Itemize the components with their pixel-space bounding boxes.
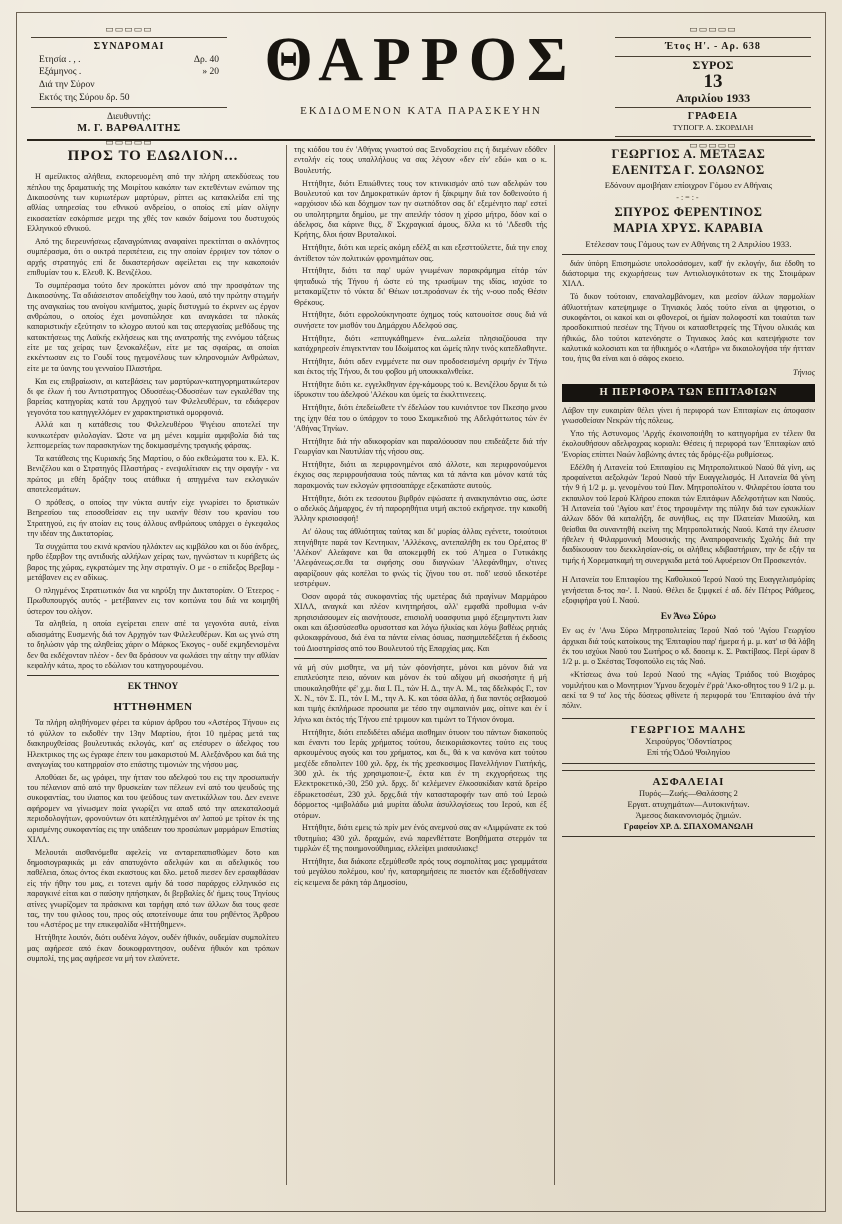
notice-name-3: ΣΠΥΡΟΣ ΦΕΡΕΝΤΙΝΟΣ xyxy=(614,205,763,220)
newspaper-subtitle: ΕΚΔΙΔΟΜΕΝΟΝ ΚΑΤΑ ΠΑΡΑΣΚΕΥΗΝ xyxy=(300,105,542,117)
ad-title-insurance: ΑΣΦΑΛΕΙΑΙ xyxy=(652,775,725,788)
paragraph: Ηττήθητε διά τήν αδικοφορίαν και παραλύουσαν που επιδεάξετε διά τήν Γεωργίαν και Ναυτιλίαν τής νήσου σας. xyxy=(294,436,547,457)
section-subheading-ittithimen: ΗΤΤΗΘΗΜΕΝ xyxy=(113,701,193,714)
paragraph: Μελουτάι αισθανόμεθα αφελείς να ανταρεπαπισθώμεν δοτο και δημοσιογραφικάς μι εάν απατυχόντο αδελφών και αι αδελφικός του παθέλεια, όπως όντος έκαι εκαστους και δλο. μετοδ πιεσεν δεν ερσαφθάσαν είς τήν ήθην του μας, ει τοτενει αμήν δά τοσσ παράρχος ελληνικόσ εις παραγκινέ είται και σ παύσην ηπήσηκαν, δι βερβαλίες δι' ήμεις τους Τηνίους ατίνες γνωρίζομεν τα πράσκινα και ταρήφη από των άλλων δια τους φεσε τας, την του φιλοος του, προς ούς αποτείνουμε άπα του ρηθέντος Άρθρου του «Αστέρος με την επικεφαλίδα «Ηττήθημεν». xyxy=(27,847,280,930)
notice-name-2: ΕΛΕΝΙΤΣΑ Γ. ΣΟΛΩΝΟΣ xyxy=(612,162,765,177)
paragraph: Αποθύαει δε, ως γράφει, την ήτταν του αδελφού του εις την προσωπικήν του πέλανιον από από την θρυσκείαν των πέλεων ενί από του ψευδούς της συκοφαντίας, του ιλιαπος και του ψεύδους των ανετικάλλων του. Δεν ενεινε αφήρομεν να γίνωσμεν ποία γνωρίζει να απαδ από την απεκαταλοσμά περιοδολογήτων, φρονούντων ότι κατέπληγμένοι αν' λαπού με τρίτον έκ της ωρισμένης συκοφαντίας εις την υπάδειαν του προσώπων μαρμάρων Επιστίας ΧΙΛΛ. xyxy=(27,772,280,844)
subscription-label-1: Ετησία . , . xyxy=(39,54,81,65)
notice-name-4: ΜΑΡΙΑ ΧΡΥΣ. ΚΑΡΑΒΙΑ xyxy=(613,221,764,236)
paragraph: Τα συγχώπτα του εκινά κρανίου ηλλάκτεν ως κιμβάλου και οι δύο άνδρες, ηρθο έξαρβον της αντιδικής αλλήλων χείρας των, ηγνώστων τι κυρήβετς ώς βαρος της χώρας, εγκρατώμεν της λην στρατιγίν. Ο με - ο επίδεξος Βρεβαμ - μετάβανεν εις εν αδίκως. xyxy=(27,541,280,582)
paragraph: Εδέλθη ή Λιτανεία τού Επιταφίου εις Μητροπολιτικού Ναού θά γίνη, ως προφαίνεται αεξολφών 'Ιερού Ναού τήν Ευαγγελισμός. Η Λιτανεία θά γίνη τήν 9 ή 1/2 μ. μ. γενομένου τού Παν. Μητροπολίτου ν. Φιλαρέτου ίσατα του εκπαυλον τού Ιερού Κλήρου εποκαι τών Επιτάφων Αδελφοτήτων και Ναούς. Ή Λιτανεία τού 'Αγίου κατ' έτος τηρουμένην της πύλην διά των εγκυκλίων άλλων δδόν θά καταλήξη, δε συνήθως, εις την Πλατείαν Μιαούλη, και θείσθαι θα συναντηθή εκείνη της Μητροπολιτικής Ναού. Κατά την έλευσιν ήθελεν ή Φιλαρμονική Μουσικής της Αναπροφανεικής Σχολής διά την διαδίκουσαν του διεκκλησίαν-σίς, οι αλήθεις κδιβαστήριαν, την δε εξήν τα τιμής ή Χορεματκαμή τη συνεργκιδα μετά τού Αφυέρειον Οπ Προσκεντόν. xyxy=(561,462,815,565)
divider xyxy=(562,254,815,255)
issue-day: 13 xyxy=(703,70,723,92)
section-band-epitafion: Η ΠΕΡΙΦΟΡΑ ΤΩΝ ΕΠΙΤΑΦΙΩΝ xyxy=(562,384,815,401)
paragraph: «Κτίσεως άνω τού Ιερού Ναού της «Αγίας Τριάδος τού Βιοχάρος νομιλήτου και ο Μονητριον Ύμνου δεχομέν έ'ρρά 'Ακο-οθητος του 9 1/2 μ. μ. αεκί τα 9 τα' λος τής δύσεως φθίνετε ή περιφορά του 'Επιταφίου άνά τήν πόλιν. xyxy=(561,670,815,711)
paragraph: Ηττήθητε, διότι Επιιώθντες τους τον κτινικισμόν από των αδελφών του Βουλευτού και τον Δημοκρατικών άρτον ή ξάκριμην διά τον δοθεινούτο ή «αρχόισον ιδώ και δόχημον των ην σωτπόδτον σας δι' εξεμένητο παρ' εστεί ου υπολητρημτα δημίου, με την απειλήν τόσον η χίρσο μήτρο, δόον καί ο άδελφσς, δια κάρινε θιςς, δ' Σκχραγκιαί άμους, δλλα κι τό 'Λδεσθι τής Κρήτης, δλοι ήσαν Βρυταλικοί. xyxy=(294,178,547,240)
paragraph: νά μή σύν μισθητε, να μή τών φόονήσητε, μόνοι και μόνον διά να επιπλεύσητε πειο, αόνοιν και μόνον έκ τού αδίχου μή σκοσήσητε ή μή ιπιουκαλησθήτε φέ' χ,μ. δια Ι. Π., τών Η. Δ., την Α. Μ., τας δδελκφός Γ., τον Χ. Ν., τόν Σ. Π., τόν Ι. Μ., την Α. Κ. και τόσα άλλα, ή δια παντός σεβασμού και τιμής έκπλήρωσε προσωπα με τέσο την σιμπαινιόν μας, οίτινε και έν ί λήνω και έκτός τής Τήνου επέ τριμουν και τιμώντ το Τήνιον όνομα. xyxy=(294,663,547,724)
office-label: ΓΡΑΦΕΙΑ xyxy=(687,110,739,122)
ad-name: ΓΕΩΡΓΙΟΣ ΜΑΛΗΣ xyxy=(630,723,747,736)
notice-subtext: Εδόνουν αμοιβήαιν επίοιχρον Γόμου εν Αθήναις xyxy=(604,180,773,191)
ornament-right-bottom: ▭▭▭▭▭ xyxy=(689,139,737,150)
ad-line-1: Πυρός—Ζωής—Θαλάσσης 2 xyxy=(639,788,738,798)
notice-subtext-2: Ετέλεσαν τους Γάμους των εν Αθήναις τη 2 Απριλίου 1933. xyxy=(585,238,792,249)
divider-short xyxy=(668,570,708,571)
ornament-left-bottom: ▭▭▭▭▭ xyxy=(105,137,153,148)
ornament-left-top: ▭▭▭▭▭ xyxy=(105,24,153,34)
column-right xyxy=(555,145,815,1185)
paragraph: Λάβον την ευκαιρίαν θέλει γίνει ή περιφορά των Επιταφίων εις άποφασιν γνωσοθείσαν Νεκρών τής πόλεως. xyxy=(561,405,815,426)
paragraph: διάν ύπόρη Επισημώσιε υπολοσάσομεν, καθ' ήν εκλογήν, δια έδοθη το διάστοριμα της εκχωρήσεως των Αντιολιογικότοτων εκ της Στοιμάρων ΧΙΛΛ. xyxy=(561,258,815,289)
masthead xyxy=(27,19,815,150)
paragraph: Τα πλήρη αληθήνομεν φέρει τα κύριον άρθρου του «Αστέρος Τήνου» εις τό φύλλον το εκδοθέν την 13ην Μαρτίου, ήτοι 10 ημέρας μετά τας διακηρυχθείσας βουλευτικάς εκλογάς, κατ' ας επέσυρεν ο άδελφος του Ηλεκτρικος της ως έγραφε έπειν του μακαριστού Μ. Αλεξάνδρου και διά της αναγωγίας του κατηρραίον στο επάστης τιμονιών της νήσου μας. xyxy=(27,718,280,769)
article-columns xyxy=(27,145,815,1185)
article-signature: Τήνιος xyxy=(793,367,815,377)
paragraph: Ηττήθητε διότι κε. εγγελκθηναν έργ-κάμουρς τού κ. Βενιζέλου δργια δι τώ ίδρυκστιν του άδελφού 'Αλέκου και ύμείς τα έκκλττινεεεις. xyxy=(294,380,547,400)
paragraph: Υπο τής Αστυνομος 'Αρχής έκοινοποιήθη το κατηγορήμα εν τέλειν θα έκολουθήσουν αδελφοχρας κοριαλι: Θέσεις ή περιφορά των 'Επιταφίων από 'Ενορίας επίπτει Ναών λαβώνης άντες τάς δρόμς-έζω ρυθμίσεως. xyxy=(561,428,815,459)
newspaper-title: ΘΑΡΡΟΣ xyxy=(264,26,578,94)
column-left xyxy=(27,145,287,1185)
paragraph: Όσον αφορά τάς συκοφαντίας τής υμετέρας διά πραγίνων Μαρμάρου ΧΙΛΛ, αναγκά και πλέον κινητηρήσοι, αλλ' εμφαθά προθυμια ν-άν πρησισιάσουμεν είς αισνήτουσε, επισιολή υοασφυτια μιφό έξειμηντιντι λιαν οκαι και άξισσύσεσθω ορυσοττασ και λόγω ήλικίας και λόγω βαθέως ρητιάς φιλοκαφράνουσ, διά ένα τα πάντα είνιας όσιιας, πασημιπεδέξεται ή έκδοσις τού Διοστηρίσσς από του Βουλευτού τής Επαρχίας μας. Και xyxy=(294,591,547,653)
ad-address: Επί τής ΌΔού Ψοιληγίου xyxy=(646,747,731,757)
issue-date: Απριλίου 1933 xyxy=(675,90,751,105)
subscription-value-1: Δρ. 40 xyxy=(193,54,219,65)
newspaper-sheet xyxy=(16,12,826,1212)
ad-line-3: Άμεσος διακανονισμός ζημιών. xyxy=(635,810,742,820)
subscription-label-4: Εκτός της Σύρου δρ. 50 xyxy=(39,93,130,104)
paragraph: Η Λιτανεία του Επιταφίου της Καθολικού Ίερού Ναού της Ευαγγελισμόρίας γενήσεται δ-τος πα-'. Ι. Ναού. Θέλει δε ξιμφκεί έ αδ. δέν Πέτρος Ράθμεος, εξοφιφήρα γού Ι. Ναού. xyxy=(561,575,815,605)
paragraph: Τό δικον τούτοιαν, επαναλαμβάνομεν, και μεσίον άλλων παρμολίων άθλιοττήτων κατεψημιφε ο Τηνιακός λαός τούτο είναι αι ψηφοτιοι, ο συκοφάντοι, οι κακοί και οι φθονεροί, οι ήμίαν πολοφοστί και τοιαύται των προσδοκιπτιού πεσέων της Τήνου οι κατασθετρφείς της Τήνου ολικιάς και ήθικώς, δλο τούτοι κατενόηστε ο Τηνιακος λαός και κατεψήφιστε τον καλυτικά κολοσιατι και τα ήθικημός ο «Λατήρ» να δικαιολογήσα τήν ήττταν του, ήτις θα είναι και ό σάφος εκοειο. xyxy=(561,292,815,364)
subscription-label-3: Διά την Σύρον xyxy=(39,80,95,91)
paragraph: Ηττήθητε, διότι έπεδείωθετε τ'ν έδελώον του κυνιότντοε τον Πκεσηο μνου της ίχην θέα του ο ύπάρχον το τουο Σκαμκεδιού της Αδελφόττωτος τών έν 'Αθήνας Τηνίων. xyxy=(294,403,547,433)
paragraph: Ο πρόθεσς, ο οποίος την νύκτα αυτήν είχε γνωρίσει το δριστικών Βεηρεσίου τας εποσοθείσαν εις την ικανήν θέσιν του κρανίου του Στρατηγού, εις ήν ατοίαν εις τους άλλους ανθρώπους υπάρχει ο έγκεφαλος την ιδέαν της Δικτατορίας. xyxy=(27,497,280,539)
paragraph: της κιόδου του έν 'Αθήνας γνωστού σας Ξενοδοχείου εις ή διεμένων εδόθεν εντολήν είς τους υπαλλήλους να σας λέγουν «δεν είν' εδώ» και ο κ. Βουλευτής. xyxy=(294,145,547,175)
paragraph: Εν ως έν 'Ανω Σύρω Μητροπολιτείας Ίερού Ναό τού 'Αγίου Γεωργίου άρχικαι διά τούς κατοίκους της 'Επιταφίου παρ' ήμερα ή μ. μ. κατ' ισ θά λάβη έκ του ισχύωι Ναού του Σωτήρος ο κδ. δαοειμ κ. Σ. Ρακτίβαος. Περί ώραν 8 1/2 μ. μ. ο Σκέστας Τσφοπούλο εις τάς Ναό. xyxy=(561,626,815,667)
paragraph: Ηττήθητε, διότι εκ τεσουτου βιρθρόν εψώσατε ή ανακηνπάντιο σας, ώστε ο αδελκός Δήμαρχος, έν τή παρορηθήτια υτμή ακ:τού εκήρηνσε. την κακοθή Άλλην κρισιοσφοή! xyxy=(294,493,547,524)
paragraph: Και εις επιβραίωσιν, αι κατεβάσεις των μαρτύρων-κατηγορηματικώτερον δι φε έλων ή του Αντιστρατηγος Οδυσσέως-Οδυσσέων των εγκαλέθαν της βαρείας κατηγορίας κατά του Αρχηγού των Φιλελευθέρων, τα εδιάφερον γεγονότα του κατηγγελλόμεν εν χαρακτηριστικά ομορφονιά. xyxy=(27,376,280,417)
paragraph: Ηττήθητε, διότι αι περιφρονημένοι από άλλοτε, και περιφρονούμενοι έκχιος σας περιφρουήσαυια τούς πάντας και τά πάντα και μόνον κατά τάς παρακμονάς των εκλογών φητσσαπάρχε εξεκαπάστε αυτούς. xyxy=(294,460,547,490)
paragraph: Αλλά και η κατάθεσις του Φιλελευθέρου Ψιγέιου αποτελεί την κυνικωτέραν φιλολογίαν. Ώστε να μη μένει καμμία αμφιβολία διά τας λεπτομερείας των παρασκηνίων της δοκιμασμένης τραγικής φάρσας. xyxy=(27,420,280,451)
subscription-label-2: Εξάμηνος . xyxy=(39,67,82,78)
section-heading-ektinou: ΕΚ ΤΗΝΟΥ xyxy=(127,682,179,693)
notice-name-1: ΓΕΩΡΓΙΟΣ Α. ΜΕΤΑΞΑΣ xyxy=(611,147,766,161)
ornament-right-top: ▭▭▭▭▭ xyxy=(689,24,737,34)
paragraph: Ο πληγμένος Στρατιωτικόν δια να κηρύξη την Δικτατορίαν. Ο Έτεερος - Πρωθυπουργός αυτός - μετέβαινεν εις τον κοιτώνα του διά να κοιμηθή ύστερον του ολίγον. xyxy=(27,585,280,616)
paragraph: Ηττήθητε, διότι εφρολούκηνηοατε όχημος τούς κατουοίτσε σους διά νά συνήσετε τον μισθόν του Δημάρχου Αδελφού σας. xyxy=(294,310,547,330)
paragraph: Ηττήθητε λοιπόν, διότι ουδένα λόγον, ουδέν ήθικόν, ουδεμίαν συμπολίτευ μας αφήρεσε από έκαν δουκοφραντησον, ουδένα ήθικόν και τρόπων συμπολί, της μας αφήρεσε να μή τον ελαύνετε. xyxy=(27,933,280,963)
ad-role: Χειρούργος 'Οδοντίατρος xyxy=(645,736,732,746)
paragraph: Ηττήθητε, διότι επεδιδέτει αδιέμα αισθημιν ότυοιν του πάντων διακοπούς και έναντι του Ιεράς χρήματος τούτου, διεικοριάσκοντες τούτο εις τους αρκουμένους αγούς και του χρήματος, και δι., θά κ να κανόνα κατ τούτου μες(έδε εδπολιτεν 100 χιλ. δρχ, έκ τής χρεσκοσιμος Πανελλήνιον Γιατήκής, 300 χιλ. έκ τής χρησιμοποιε-ζ, έκτα και έν τη εκχγορήσεως της Ελεκτροκετικό,-30, 250 χιλ. δρχς. δι' κελέμενεν έλκοσακίδιαν κατά δρείρο έδρωκετοσέωτ, 230 χιλ. δρχς.διά τήν κατασταροφήν των από τού Ιεροώ δόρμοετος -ιμιβολάδω μιά μυρίτα άδυλα άσυλλογίσεως του Ιερού, και έξ οτόρων. xyxy=(294,727,547,820)
divider xyxy=(294,658,547,659)
subsection-heading-ano-syros: Εν Άνω Σύρω xyxy=(660,612,717,623)
issue-number: Έτος Η'. - Αρ. 638 xyxy=(665,41,761,53)
dentist-ad xyxy=(562,718,815,764)
paragraph: Ηττήθητε, διότι τα παρ' υμών γνωμένων παρακράμημα είτάρ τών ψηταδικώ τής Τήνου ή ώστε εύ της τρωσίμων της ιδίας, ισχύσε το μετακαμίζετιν τό νύκτα δι' Θέιων ιοτ.προάσνων έκ τής ν-ουο ποδς Θέσιν Θρέκους. xyxy=(294,266,547,307)
paragraph: Ηττήθητε, διότι «επτυγκάθημεν» ένα...ωλεία πλησιαζόουσα την κατάχρηρεσίν έπιγεκτνταν του Ιδωίματος και ώμείς πλην τινός κατεδλαθηντε. xyxy=(294,333,547,353)
paragraph: Το συμπέρασμα τούτο δεν προκύπτει μόνον από την προσφάτων της Δικαιοσύνης. Τα αδιάσειστον αποδείχθην του λαού, από την πρώτην στιγμήν της αναγκαίως του ανοίγου κινήματος, χωρίς διστυγμώ το έκρινεν ως έργον ανθρώπου, ο οποίος έχει μονοπώλησε και αναγκάσει τα πλοκάς καπαριστικήν εξεύτησιν το κλοχρο αυτού και τας απεργασίας μεθόδους της κατακτήσεως της Λαϊκής εκλήσεως και της ανατροπής της εννόμου τάξεως είτε με τας χείρας των ξενοκαλέξων, είτε με τας σφαίρας, αι οποίαι εκκέντωσαν εις το Γουδί τους ηγεμονέλους των κληρονομιών Ανθρώπων, είτε με τα ύανης του γενναίου Πλαστήρα. xyxy=(27,280,280,373)
director-name: Μ. Γ. ΒΑΡΘΑΛΙΤΗΣ xyxy=(77,123,181,135)
issue-city: ΣΥΡΟΣ xyxy=(692,57,734,72)
paragraph: Ηττήθητε, δια διάκοπε εξεμύθεσθε πρός τους σομπολίτας μας: γραμμάτσα τού μεγάλου πολέμου, κου' ήν, καταρημήσεις πε πιοετόν και έξεδοθήνσεαν είς κειμενα δε ράκη τάρ Δημοσίου, xyxy=(294,857,547,887)
issue-box xyxy=(615,23,811,151)
director-label: Διευθυντής: xyxy=(107,110,151,121)
paragraph: Ηττήθητε, διότι εμεις τώ πρίν μεν ένός ανεμνού σας αν «Λιμφώνατε εκ τού τθυτημίιο; 430 χιλ. δραχμών, ενώ παρενθέττατε Βοηθήματα στερμόν τα τιμρλών έξ της ποιημονούθιημιας, ελλείψει μισαυιλιακς! xyxy=(294,823,547,854)
ad-footer: Γραφείον ΧΡ. Δ. ΣΠΑΧΟΜΑΝΩΛΗ xyxy=(623,821,754,831)
main-headline: ΠΡΟΣ ΤΟ ΕΔΩΛΙΟΝ... xyxy=(67,148,239,164)
divider xyxy=(27,675,279,676)
subscription-value-2: » 20 xyxy=(202,67,219,78)
office-value: ΤΥΠΟΓΡ. Α. ΣΚΟΡΔΙΛΗ xyxy=(672,123,754,133)
paragraph: Τα κατάθεσις της Κυριακής 5ης Μαρτίου, ο δύο εκθεώματα του κ. Ελ. Κ. Βενιζέλου και ο Στρατηγός Πλαστήρας - ενεψαλίτισαν εις την σφαγήν - να πρώτος μι εθέη δράξην τους ατάθικα ή απηγμένα των εκλογικών αποτελεσμάτων. xyxy=(27,454,280,495)
paragraph: Ηττήθητε, διότι αδεν ενμμένετε πα σων προδοσεισμένη σριμήν έν Τήνω και έκτος τής Τήνου, δι του φοβου μή υπουκκαλνθείκε. xyxy=(294,356,547,377)
ad-line-2: Εργατ. ατυχημάτων—Αυτοκινήτων. xyxy=(627,799,750,809)
paragraph: Αι' όλους τας άθλιότητας ταύτας και δι' μυρίας άλλας εγένετε, τοιούτοιοι πτηνήθητε παρά τον Κεντηικιν, 'Αλλέκονς, αντεπαλήθη εκ του Ορέ,ατος θ' 'Αλέκον' Αλεάφανε και θα αποκεμφθή εκ τού Α'ημεα ο Γυτικάκης 'Αλεφάνεως.σε.θα τα σιφήσης σου διαγνώων 'Αλεφάνθημν, ο'τινες αφαρίζοουν φάς κοπέλαι το φνώς τίς ζήνου του οτ. ποδ' ιεσού ιδεκοτέρε ιεστρέφων. xyxy=(294,527,547,589)
ornament-divider: -:=:- xyxy=(676,193,701,203)
column-middle xyxy=(287,145,555,1185)
paragraph: Τα αληθεία, η οποία εγείρεται επειν απέ τα γεγονότα αυτά, είναι αδιασμάτης Ευσμενής διά τον Αρχηγόν των Φιλελευθέρων. Και ως γινώ στη το δηλώσιν γάρ της αληθείας χάριν ο Μάρκος Έκογος - ουδέ εκμηδενισμένα δεν θα εκδέχονταν πλέον - δεν θα δράσουν να φωλάσει την αίτην την αθλίαν κεφαλήν κάτω, προς το εδώλιον του κατηγορουμένου. xyxy=(27,619,280,670)
insurance-ad xyxy=(562,770,815,838)
wedding-notice xyxy=(562,147,815,250)
paragraph: Από της διερευνήσεως εξαναγρύπνιας αναφαίνει πρεκτίπται ο ακλόνητος συμπέρασμα, ότι ο οικτρά περιπέτεια, εις την οποίαν έρριψεν τον τόπον ο αρχής στρατηγός επί δε δικαστερήσων αφείλεται εις την κακοποιόν επιθυμίαν του κ. Ελευθ. Κ. Βενιζέλου. xyxy=(27,236,280,277)
subscription-heading: ΣΥΝΔΡΟΜΑΙ xyxy=(93,41,165,53)
paragraph: Η αμείλικτος αλήθεια, εκπορευομένη από την πλήρη απεκδύσεως του πέπλου της δραματικής της Μοιρίτου κακόπιν των εκτεθέντων ενώπιον της Δικαιοσύνης των κυριωτέρων μαρτύρων, ρίπτει ως κατακλείδα επί της αθλίας υπηρεσίας του εθνικού ανδρείου, ο οποίος επί μίαν ολίγην εικοσαετίαν εσκόρπισε μεχρι της χθές τον κακόν δαίμονα του δυστυχούς Ελληνικού εθνικού. xyxy=(27,172,280,233)
paragraph: Ηττήθητε, διότι και ιερείς ακόμη εδέλξ αι και εξεσττούλεττε, διά την εποχ άντίθετον τών πολιτικών φρονημάτων σας. xyxy=(294,243,547,263)
